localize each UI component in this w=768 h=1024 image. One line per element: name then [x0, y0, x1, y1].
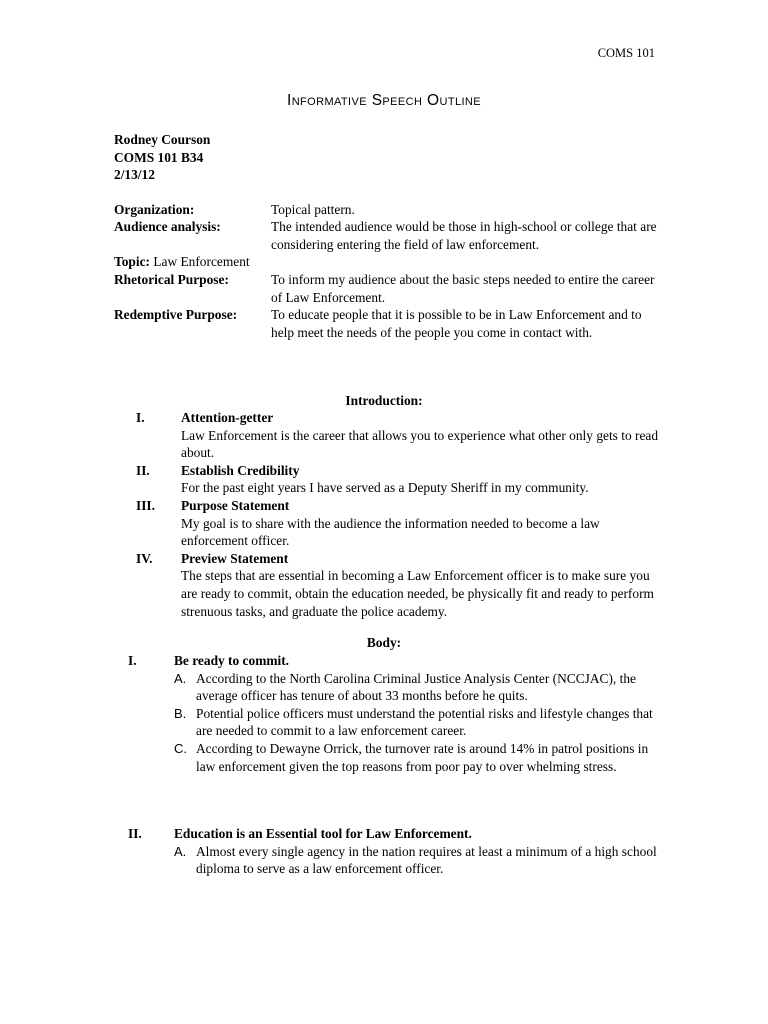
document-date: 2/13/12	[114, 167, 155, 183]
item-text: My goal is to share with the audience the information needed to become a law enforcement officer.	[181, 515, 600, 549]
body-heading: Body:	[366, 635, 402, 650]
item-text: Law Enforcement is the career that allows you to experience what other only gets to read about.	[181, 427, 659, 461]
sub-text: According to Dewayne Orrick, the turnover rate is around 14% in patrol positions in law enforcement given the top reasons from poor pay to over whelming stress.	[196, 740, 649, 774]
author-block	[114, 131, 210, 184]
sub-letter: A.	[174, 670, 187, 686]
list-item	[114, 462, 659, 497]
organization-label: Organization:	[114, 202, 195, 217]
introduction-list	[114, 409, 659, 620]
item-text: The steps that are essential in becoming a Law Enforcement officer is to make sure you are ready to commit, obtain the education needed, be physically fit and ready to perform strenuous tasks, and graduate the police academy.	[181, 568, 654, 619]
roman-numeral: II.	[128, 826, 142, 841]
rhetorical-value: To inform my audience about the basic steps needed to entire the career of Law Enforcement.	[271, 272, 655, 305]
item-heading: Attention-getter	[181, 410, 274, 425]
list-item	[174, 670, 659, 705]
topic-label: Topic:	[114, 254, 150, 269]
roman-numeral: III.	[136, 497, 155, 513]
sub-letter: B.	[174, 705, 187, 721]
sub-letter: A.	[174, 843, 187, 859]
audience-value: The intended audience would be those in high-school or college that are considering entering the field of law enforcement.	[271, 219, 657, 252]
meta-topic	[114, 253, 250, 271]
roman-numeral: I.	[136, 410, 145, 425]
sub-text: Potential police officers must understand the potential risks and lifestyle changes that are needed to commit to a law enforcement career.	[196, 705, 653, 739]
point-heading: Be ready to commit.	[174, 653, 290, 668]
author-name: Rodney Courson	[114, 132, 211, 147]
course-section: COMS 101 B34	[114, 149, 204, 165]
topic-value: Law Enforcement	[153, 254, 250, 269]
list-item	[174, 740, 659, 775]
item-heading: Preview Statement	[181, 550, 289, 566]
sub-letter: C.	[174, 740, 187, 756]
body-point-1	[114, 652, 659, 775]
audience-label: Audience analysis:	[114, 219, 221, 234]
sub-text: According to the North Carolina Criminal Justice Analysis Center (NCCJAC), the average officer has tenure of about 33 months before he quits.	[196, 670, 636, 704]
introduction-heading: Introduction:	[345, 393, 423, 408]
list-item	[114, 497, 659, 550]
point-heading: Education is an Essential tool for Law Enforcement.	[174, 826, 472, 841]
sub-text: Almost every single agency in the nation requires at least a minimum of a high school diploma to serve as a law enforcement officer.	[196, 843, 657, 877]
rhetorical-label: Rhetorical Purpose:	[114, 272, 229, 287]
organization-value: Topical pattern.	[271, 202, 355, 217]
redemptive-label: Redemptive Purpose:	[114, 307, 238, 322]
item-text: For the past eight years I have served as a Deputy Sheriff in my community.	[181, 480, 589, 496]
item-heading: Establish Credibility	[181, 462, 300, 478]
item-heading: Purpose Statement	[181, 497, 290, 513]
list-item	[174, 843, 659, 878]
roman-numeral: IV.	[136, 550, 153, 566]
list-item	[114, 550, 659, 620]
list-item	[114, 409, 659, 462]
course-code-header: COMS 101	[597, 46, 655, 60]
document-title: Informative Speech Outline	[286, 92, 482, 109]
redemptive-value: To educate people that it is possible to be in Law Enforcement and to help meet the needs of the people you come in contact with.	[271, 307, 642, 340]
roman-numeral: II.	[136, 462, 150, 478]
list-item	[174, 705, 659, 740]
roman-numeral: I.	[128, 653, 137, 668]
body-point-2	[114, 825, 659, 878]
